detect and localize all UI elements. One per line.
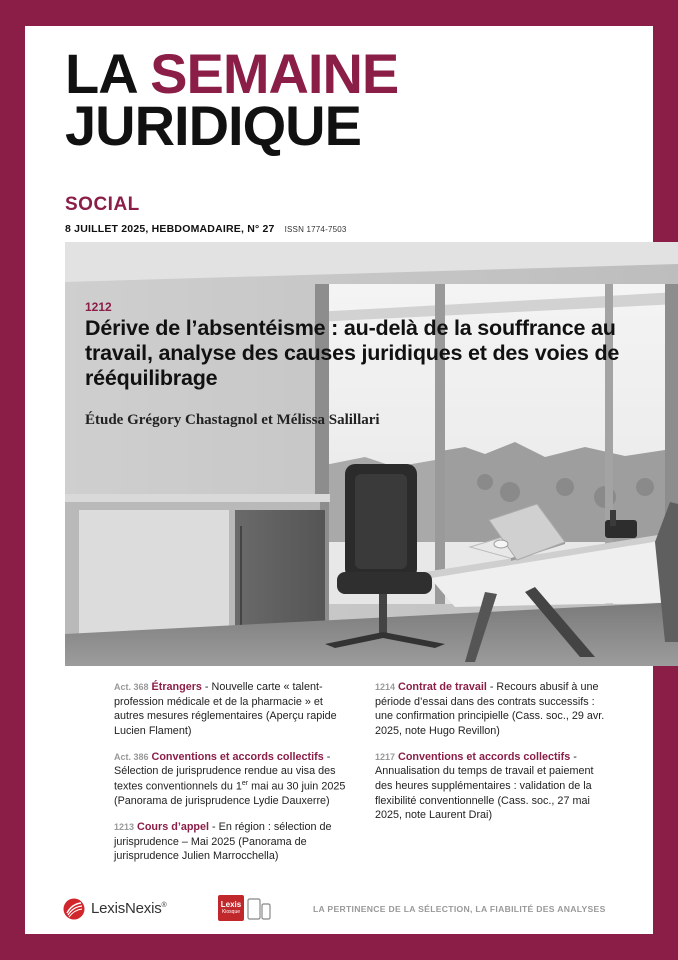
masthead-semaine: SEMAINE <box>150 42 399 105</box>
entry-text: - Nouvelle carte « talent-profession médicale et de la pharmacie » et autres mesures réglementaires (Aperçu rapide Lucien Flament) <box>114 681 337 738</box>
publisher-name <box>91 900 167 917</box>
summary-entry <box>375 680 610 739</box>
entry-keyword: Conventions et accords collectifs <box>398 750 571 763</box>
feature-authors: Étude Grégory Chastagnol et Mélissa Salillari <box>85 412 380 428</box>
masthead-la: LA <box>65 42 151 105</box>
entry-keyword: Étrangers <box>151 681 202 693</box>
entry-superscript: er <box>241 780 249 788</box>
kiosque-line1: Lexis <box>220 900 242 909</box>
summary-entry <box>114 680 349 739</box>
entry-ref: 1213 <box>114 821 135 832</box>
summary-right-column <box>375 680 610 834</box>
entry-ref: Act. 368 <box>114 682 149 692</box>
masthead <box>65 42 399 157</box>
cover-sheet <box>25 26 653 934</box>
devices-icon <box>247 896 271 922</box>
entry-keyword: Cours d’appel <box>137 820 210 833</box>
footer-tagline: LA PERTINENCE DE LA SÉLECTION, LA FIABILITÉ DES ANALYSES <box>313 904 606 914</box>
office-photo-illustration <box>65 242 678 666</box>
summary-entry <box>114 750 349 809</box>
entry-keyword: Conventions et accords collectifs <box>151 750 324 763</box>
entry-text: - Annualisation du temps de travail et paiement des heures supplémentaires : validation de la flexibilité conventionnelle (Cass. soc., 27 mai 2025, note Laurent Drai) <box>375 750 594 822</box>
kiosque-line2: Kiosque <box>221 909 241 915</box>
feature-number: 1212 <box>85 300 112 314</box>
issn: ISSN 1774-7503 <box>284 225 347 234</box>
summary-left-column <box>114 680 349 875</box>
entry-ref: 1217 <box>375 751 396 762</box>
entry-text-continued: mai au 30 juin 2025 (Panorama de jurisprudence Lydie Dauxerre) <box>114 780 346 808</box>
section-label: SOCIAL <box>65 194 140 215</box>
lexis-kiosque-badge <box>218 895 244 921</box>
entry-text: - Recours abusif à une période d’essai dans des contrats successifs : une confirmation principielle (Cass. soc., 29 avr. 2025, note Hugo Revillon) <box>375 681 605 738</box>
summary-entry <box>375 750 610 823</box>
cover-photo <box>65 242 678 666</box>
entry-keyword: Contrat de travail <box>398 681 487 693</box>
entry-text: - En région : sélection de jurisprudence – Mai 2025 (Panorama de jurisprudence Julien Marrocchella) <box>114 820 332 863</box>
registered-mark: ® <box>161 902 167 909</box>
masthead-line1 <box>65 42 399 105</box>
summary-entry <box>114 820 349 864</box>
publisher-label: LexisNexis <box>91 900 162 917</box>
lexisnexis-logo-icon <box>63 898 85 920</box>
issue-dateline <box>65 223 347 235</box>
entry-text: - Sélection de jurisprudence rendue au visa des textes conventionnels du 1 <box>114 750 336 793</box>
issue-date: 8 JUILLET 2025, HEBDOMADAIRE, N° 27 <box>65 223 275 235</box>
cover-footer <box>25 884 653 934</box>
entry-ref: Act. 386 <box>114 751 149 762</box>
entry-ref: 1214 <box>375 682 396 692</box>
masthead-juridique: JURIDIQUE <box>65 93 361 157</box>
feature-title: Dérive de l’absentéisme : au-delà de la souffrance au travail, analyse des causes juridiques et des voies de rééquilibrage <box>85 316 620 390</box>
